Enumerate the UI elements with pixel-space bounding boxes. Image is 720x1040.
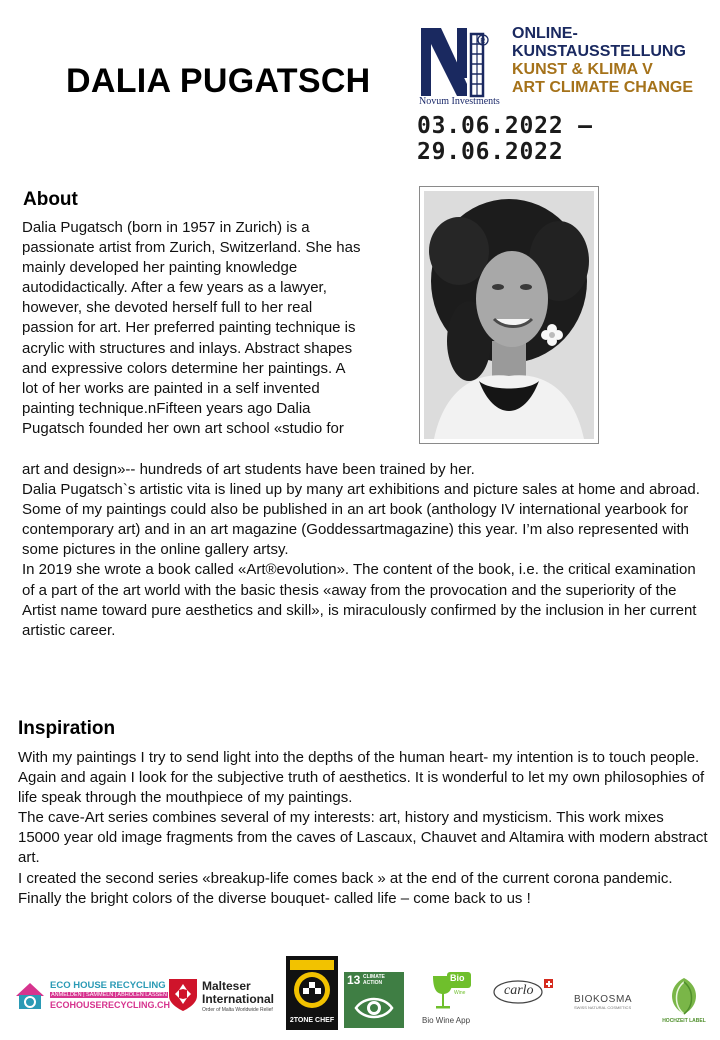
- about-line: Pugatsch founded her own art school «studio for: [22, 419, 344, 437]
- sponsor-logos: [0, 956, 720, 1036]
- inspiration-paragraph-3: I created the second series «breakup-life comes back » at the end of the current corona pandemic. Finally the bright colors of the diverse bouquet- called life – come back to us !: [18, 869, 673, 907]
- exhibition-dates: 03.06.2022 – 29.06.2022: [417, 113, 593, 165]
- eye-globe-icon: [354, 994, 394, 1022]
- biokosma-sub: SWISS NATURAL COSMETICS: [574, 1005, 632, 1010]
- biokosma-label: BIOKOSMA: [574, 994, 633, 1005]
- eco-line-2: ANMELDEN | SAMMELN | ABHOLEN LASSEN: [51, 992, 167, 998]
- hochzeit-label-logo: [658, 976, 710, 1032]
- malteser-shield-icon: [168, 978, 198, 1012]
- about-heading: About: [23, 189, 78, 210]
- malteser-line-2: International: [202, 992, 275, 1006]
- sdg-number: 13: [347, 973, 361, 987]
- about-continued-text: [22, 460, 712, 641]
- novum-n-logo: [419, 26, 507, 106]
- exhibition-line-2: KUNSTAUSSTELLUNG: [512, 43, 686, 60]
- biokosma-logo: [574, 994, 646, 1016]
- bio-wine-label: Bio Wine App: [422, 1016, 471, 1025]
- about-line: autodidactically. After a few years as a lawyer,: [22, 279, 327, 297]
- leaf-icon: [666, 976, 702, 1016]
- inspiration-text: [18, 748, 708, 909]
- about-line: Dalia Pugatsch (born in 1957 in Zurich) is a: [22, 219, 310, 236]
- about-line: painting technique.nFifteen years ago Dalia: [22, 399, 311, 417]
- eco-line-3: ECOHOUSERECYCLING.CH: [50, 1000, 171, 1010]
- about-line: and expressive colors determine her paintings. A: [22, 359, 346, 377]
- inspiration-heading: Inspiration: [18, 718, 116, 739]
- malteser-logo: [168, 978, 280, 1018]
- about-line: however, she devoted herself full to her real: [22, 299, 313, 317]
- sdg13-climate-action-logo: [344, 972, 404, 1028]
- about-paragraph-2: Dalia Pugatsch`s artistic vita is lined up by many art exhibitions and picture sales at home and abroad. Some of my paintings could also be published in an art book (anthology IV international yearbook for contemporary art) and in an art magazine (Goddessartmagazine) this year. I’m also represented with some pictures in the online gallery artsy.: [22, 481, 700, 559]
- malteser-line-1: Malteser: [202, 979, 251, 993]
- swiss-flag-icon: [544, 979, 553, 988]
- about-continuation: art and design»-- hundreds of art students have been trained by her.: [22, 461, 475, 478]
- about-line: lot of her works are painted in a self invented: [22, 379, 320, 397]
- artist-portrait: [419, 186, 599, 444]
- sdg-label: CLIMATE ACTION: [363, 974, 385, 986]
- bio-wine-app-logo: [418, 972, 478, 1030]
- exhibition-line-4: ART CLIMATE CHANGE: [512, 79, 694, 96]
- about-paragraph-3: In 2019 she wrote a book called «Art®evolution». The content of the book, i.e. the critical examination of a part of the art world with the basic thesis «away from the provocation and the superiority of the Artist name toward pure aesthetics and skill», is miraculously confirmed by the inclusion in her current artistic career.: [22, 561, 697, 639]
- about-wrapped-lines: [22, 218, 412, 439]
- inspiration-paragraph-2: The cave-Art series combines several of my interests: art, history and mysticism. This work mixes 15000 year old image fragments from the caves of Lascaux, Chauvet and Altamira with modern abstract art.: [18, 809, 708, 867]
- carlo-label: carlo: [504, 983, 534, 998]
- wine-glass-icon: [423, 972, 473, 1014]
- recycling-house-icon: [10, 978, 50, 1012]
- exhibition-line-3: KUNST & KLIMA V: [512, 61, 653, 78]
- novum-brand-text: Novum Investments: [419, 96, 500, 107]
- chef-icon: [286, 956, 338, 1016]
- about-line: passion for art. Her preferred painting technique is: [22, 319, 356, 337]
- inspiration-paragraph-1: With my paintings I try to send light into the depths of the human heart- my intention is to touch people. Again and again I look for the subjective truth of aesthetics. It is wonderful to let my own philosophies of life speak through the mouthpiece of my paintings.: [18, 749, 705, 807]
- eco-house-recycling-logo: [10, 978, 171, 1014]
- about-line: acrylic with structures and inlays. Abstract shapes: [22, 339, 353, 357]
- portrait-photo: [424, 191, 594, 439]
- eco-line-1: ECO HOUSE RECYCLING: [50, 980, 166, 991]
- bio-badge: Bio: [450, 973, 465, 983]
- hochzeit-label-text: HOCHZEIT LABEL: [662, 1018, 706, 1024]
- svg-text:R: R: [480, 38, 486, 45]
- bio-wine-small: Wine: [454, 990, 466, 996]
- twotone-chef-logo: [286, 956, 338, 1030]
- exhibition-title: [512, 25, 712, 97]
- about-line: mainly developed her painting knowledge: [22, 259, 298, 277]
- twotone-label: 2TONE CHEF: [289, 1017, 335, 1024]
- exhibition-line-1: ONLINE-: [512, 25, 578, 42]
- about-line: passionate artist from Zurich, Switzerland. She has: [22, 239, 361, 257]
- carlo-logo: [492, 978, 558, 1012]
- artist-name: DALIA PUGATSCH: [66, 62, 371, 100]
- malteser-line-3: Order of Malta Worldwide Relief: [202, 1007, 273, 1013]
